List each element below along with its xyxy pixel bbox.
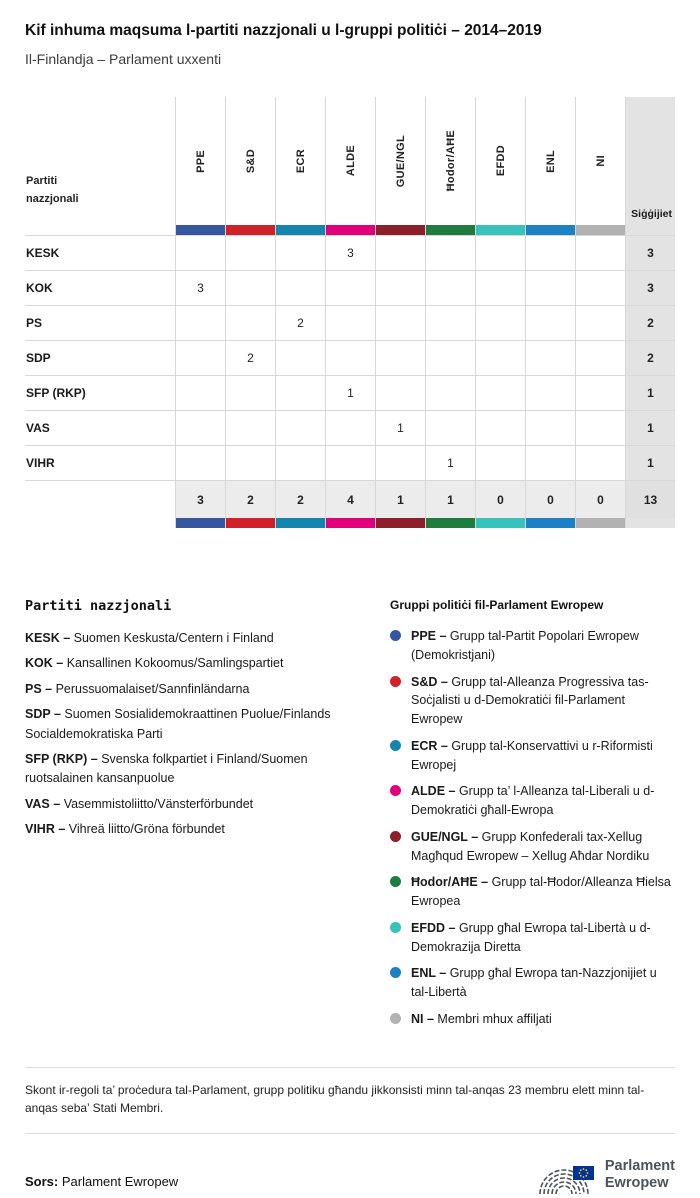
hodorahe-color-dot (390, 876, 401, 887)
cell-value: 2 (225, 341, 275, 375)
seats-column-fill (625, 518, 675, 528)
table-row-sfp-rkp (25, 375, 675, 410)
party-name: SDP (26, 351, 51, 365)
enl-color-bar (525, 225, 575, 235)
cell-value (175, 306, 225, 340)
cell-value (275, 271, 325, 305)
hemicycle-icon (531, 1152, 597, 1198)
cell-value (575, 306, 625, 340)
cell-value (175, 236, 225, 270)
list-item: S&D – Grupp tal-Alleanza Progressiva tas-Soċjalisti u d-Demokratiċi fil-Parlament Ewropew (390, 673, 675, 729)
list-item: NI – Membri mhux affiljati (390, 1010, 675, 1029)
sd-color-bar (225, 225, 275, 235)
seats-value: 3 (625, 271, 675, 305)
procedural-note: Skont ir-regoli ta’ proċedura tal-Parlament, grupp politiku għandu jikkonsisti minn tal-anqas 23 membru elett minn tal-anqas seba’ Stati Membri. (25, 1082, 645, 1116)
cell-value (475, 341, 525, 375)
list-item: ECR – Grupp tal-Konservattivi u r-Riformisti Ewropej (390, 737, 675, 775)
cell-value (575, 271, 625, 305)
cell-value (475, 306, 525, 340)
total-value: 1 (425, 481, 475, 518)
total-value: 2 (225, 481, 275, 518)
cell-value (325, 446, 375, 480)
seats-column-fill (625, 225, 675, 235)
guengl-color-dot (390, 831, 401, 842)
spacer-cell (25, 481, 175, 518)
party-name: VIHR (26, 456, 55, 470)
column-header-sd: S&D (225, 97, 275, 225)
table-row-sdp (25, 340, 675, 375)
party-group-table (25, 97, 675, 528)
cell-value (375, 236, 425, 270)
total-value: 1 (375, 481, 425, 518)
list-item: KOK – Kansallinen Kokoomus/Samlingspartiet (25, 656, 284, 671)
cell-value (275, 446, 325, 480)
list-item: GUE/NGL – Grupp Konfederali tax-Xellug Magħqud Ewropew – Xellug Aħdar Nordiku (390, 828, 675, 866)
enl-color-bar (525, 518, 575, 528)
cell-value: 2 (275, 306, 325, 340)
footer (25, 1134, 675, 1198)
list-item: ENL – Grupp għal Ewropa tan-Nazzjonijiet u tal-Libertà (390, 964, 675, 1002)
cell-value (475, 236, 525, 270)
ni-color-bar (575, 518, 625, 528)
group-color-bar-row-top (25, 225, 675, 235)
list-item: SFP (RKP) – Svenska folkpartiet i Finland/Suomen ruotsalainen kansanpuolue (25, 751, 308, 786)
alde-color-bar (325, 225, 375, 235)
cell-value (325, 271, 375, 305)
total-value: 2 (275, 481, 325, 518)
table-row-vas (25, 410, 675, 445)
spacer-cell (25, 518, 175, 528)
party-name: KESK (26, 246, 60, 260)
efdd-color-dot (390, 922, 401, 933)
hodorahe-color-bar (425, 225, 475, 235)
list-item: VAS – Vasemmistoliitto/Vänsterförbundet (25, 796, 254, 811)
cell-value (575, 411, 625, 445)
list-item: EFDD – Grupp għal Ewropa tal-Libertà u d-Demokrazija Diretta (390, 919, 675, 957)
cell-value (225, 411, 275, 445)
ni-color-dot (390, 1013, 401, 1024)
cell-value (575, 341, 625, 375)
cell-value (375, 341, 425, 375)
ecr-color-bar (275, 518, 325, 528)
list-item: VIHR – Vihreä liitto/Gröna förbundet (25, 822, 225, 836)
totals-row (25, 480, 675, 518)
party-name: KOK (26, 281, 53, 295)
cell-value: 3 (325, 236, 375, 270)
cell-value (525, 411, 575, 445)
total-value: 0 (575, 481, 625, 518)
column-header-guengl: GUE/NGL (375, 97, 425, 225)
table-row-vihr (25, 445, 675, 480)
total-value: 3 (175, 481, 225, 518)
seats-value: 3 (625, 236, 675, 270)
cell-value (575, 446, 625, 480)
cell-value (525, 341, 575, 375)
table-header-row (25, 97, 675, 225)
cell-value: 1 (425, 446, 475, 480)
national-parties-legend-title: Partiti nazzjonali (25, 598, 172, 614)
list-item: KESK – Suomen Keskusta/Centern i Finland (25, 631, 274, 645)
efdd-color-bar (475, 518, 525, 528)
efdd-color-bar (475, 225, 525, 235)
spacer-cell (25, 225, 175, 235)
ppe-color-bar (175, 225, 225, 235)
cell-value (475, 411, 525, 445)
sd-color-bar (225, 518, 275, 528)
hodorahe-color-bar (425, 518, 475, 528)
party-name: PS (26, 316, 43, 330)
european-parliament-logo (531, 1152, 675, 1198)
political-groups-legend (390, 598, 675, 1037)
ppe-color-bar (175, 518, 225, 528)
table-row-ps (25, 305, 675, 340)
ni-color-bar (575, 225, 625, 235)
cell-value (475, 446, 525, 480)
cell-value (425, 271, 475, 305)
alde-color-dot (390, 785, 401, 796)
list-item: Ħodor/AĦE – Grupp tal-Ħodor/Alleanza Ħielsa Ewropea (390, 873, 675, 911)
cell-value (375, 446, 425, 480)
cell-value (525, 236, 575, 270)
cell-value (325, 306, 375, 340)
cell-value (425, 341, 475, 375)
cell-value (275, 411, 325, 445)
cell-value (325, 411, 375, 445)
seats-value: 2 (625, 341, 675, 375)
column-header-alde: ALDE (325, 97, 375, 225)
cell-value (225, 376, 275, 410)
list-item: SDP – Suomen Sosialidemokraattinen Puolue/Finlands Socialdemokratiska Parti (25, 707, 331, 741)
cell-value (425, 411, 475, 445)
column-header-ppe: PPE (175, 97, 225, 225)
list-item: ALDE – Grupp ta’ l-Alleanza tal-Liberali u d-Demokratiċi għall-Ewropa (390, 782, 675, 820)
group-color-bar-row-bottom (25, 518, 675, 528)
cell-value (375, 306, 425, 340)
table-row-kesk (25, 235, 675, 270)
party-name: VAS (26, 421, 50, 435)
cell-value (425, 306, 475, 340)
cell-value (375, 376, 425, 410)
enl-color-dot (390, 967, 401, 978)
cell-value (225, 271, 275, 305)
cell-value (175, 411, 225, 445)
total-value: 4 (325, 481, 375, 518)
party-name: SFP (RKP) (26, 386, 86, 400)
sd-color-dot (390, 676, 401, 687)
alde-color-bar (325, 518, 375, 528)
cell-value (175, 341, 225, 375)
total-value: 0 (475, 481, 525, 518)
national-parties-legend (25, 598, 390, 1037)
logo-wordmark: Parlament Ewropew (604, 1157, 675, 1191)
ecr-color-bar (275, 225, 325, 235)
cell-value: 1 (375, 411, 425, 445)
cell-value (275, 236, 325, 270)
cell-value (375, 271, 425, 305)
total-value: 0 (525, 481, 575, 518)
row-axis-label-cell (25, 97, 175, 225)
cell-value (275, 341, 325, 375)
cell-value (575, 236, 625, 270)
list-item: PPE – Grupp tal-Partit Popolari Ewropew (Demokristjani) (390, 627, 675, 665)
seats-column-header: Siġġijiet (625, 97, 675, 225)
column-header-efdd: EFDD (475, 97, 525, 225)
cell-value (325, 341, 375, 375)
page-title: Kif inhuma maqsuma l-partiti nazzjonali u l-gruppi politiċi – 2014–2019 (25, 22, 542, 39)
column-header-ecr: ECR (275, 97, 325, 225)
legends-section (25, 598, 675, 1037)
total-seats-value: 13 (625, 481, 675, 518)
cell-value: 1 (325, 376, 375, 410)
page-subtitle: Il-Finlandja – Parlament uxxenti (25, 51, 222, 67)
cell-value (175, 376, 225, 410)
guengl-color-bar (375, 518, 425, 528)
cell-value: 3 (175, 271, 225, 305)
cell-value (575, 376, 625, 410)
ecr-color-dot (390, 740, 401, 751)
list-item: PS – Perussuomalaiset/Sannfinländarna (25, 681, 250, 696)
column-header-hodorahe: Ħodor/AĦE (425, 97, 475, 225)
cell-value (425, 236, 475, 270)
seats-value: 1 (625, 446, 675, 480)
table-row-kok (25, 270, 675, 305)
seats-value: 1 (625, 376, 675, 410)
column-header-ni: NI (575, 97, 625, 225)
column-header-enl: ENL (525, 97, 575, 225)
cell-value (225, 446, 275, 480)
cell-value (425, 376, 475, 410)
political-groups-legend-title: Gruppi politiċi fil-Parlament Ewropew (390, 598, 604, 612)
cell-value (525, 376, 575, 410)
eu-flag-icon (573, 1166, 594, 1180)
cell-value (275, 376, 325, 410)
cell-value (475, 271, 525, 305)
guengl-color-bar (375, 225, 425, 235)
cell-value (225, 306, 275, 340)
cell-value (175, 446, 225, 480)
source-value: Parlament Ewropew (61, 1174, 179, 1190)
cell-value (525, 306, 575, 340)
cell-value (475, 376, 525, 410)
cell-value (525, 446, 575, 480)
seats-value: 2 (625, 306, 675, 340)
seats-value: 1 (625, 411, 675, 445)
cell-value (525, 271, 575, 305)
source-line (25, 1160, 178, 1189)
source-label: Sors: (25, 1174, 59, 1190)
ppe-color-dot (390, 630, 401, 641)
row-axis-label: Partiti nazzjonali (26, 174, 79, 206)
cell-value (225, 236, 275, 270)
